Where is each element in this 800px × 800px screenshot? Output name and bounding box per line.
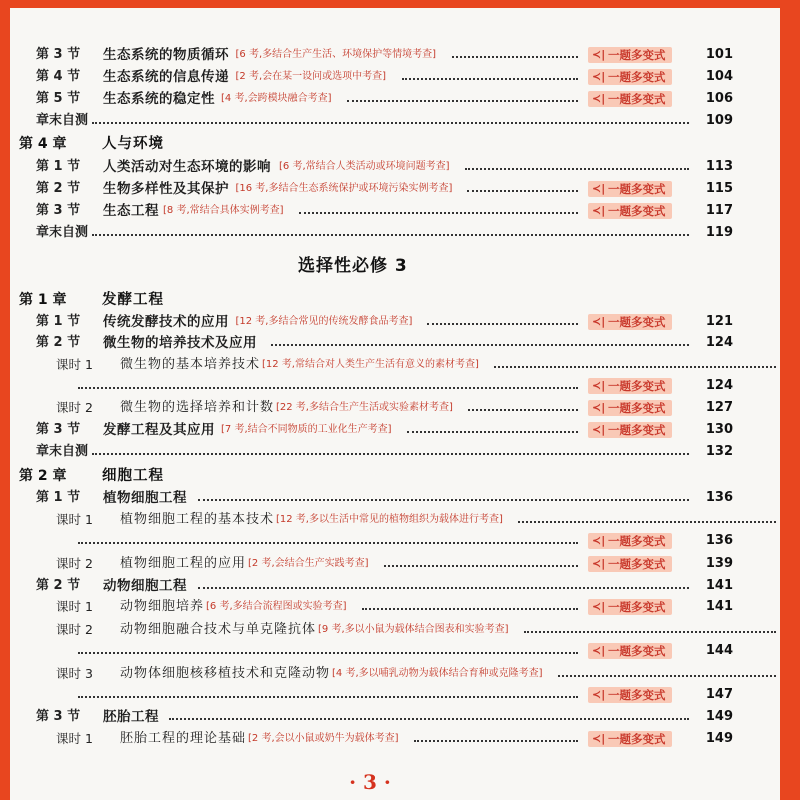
volume-heading [10, 255, 780, 277]
page-number: 141 [705, 578, 733, 593]
section-number: 第 3 节 [36, 422, 81, 437]
share-icon: ≺| [592, 644, 606, 657]
leader-dots [384, 565, 578, 567]
toc-entry[interactable] [10, 66, 780, 88]
toc-entry[interactable] [10, 397, 780, 419]
lesson-number: 课时 1 [56, 731, 93, 746]
share-icon: ≺| [592, 315, 606, 328]
exam-frequency-note: [12 考,常结合对人类生产生活有意义的素材考查] [262, 359, 479, 370]
toc-continuation-row[interactable] [10, 684, 780, 706]
section-title: 发酵工程及其应用 [103, 422, 215, 438]
variant-practice-badge[interactable]: ≺| 一题多变式 [588, 91, 672, 107]
toc-continuation-row[interactable] [10, 530, 780, 552]
leader-dots [468, 409, 578, 411]
exam-frequency-note: [12 考,多以生活中常见的植物组织为载体进行考查] [276, 514, 503, 525]
share-icon: ≺| [592, 48, 606, 61]
section-number: 第 2 节 [36, 181, 81, 196]
page-number: 115 [705, 181, 733, 196]
exam-frequency-note: [6 考,多结合流程图或实验考查] [206, 601, 347, 612]
leader-dots [92, 453, 689, 455]
share-icon: ≺| [592, 557, 606, 570]
section-number: 第 1 节 [36, 314, 81, 329]
page-number: 109 [705, 113, 733, 128]
exam-frequency-note: [22 考,多结合生产生活或实验素材考查] [276, 402, 453, 413]
variant-practice-badge[interactable]: ≺| 一题多变式 [588, 643, 672, 659]
page-number: 141 [705, 599, 733, 614]
toc-entry[interactable] [10, 663, 780, 685]
lesson-number: 课时 1 [56, 512, 93, 527]
section-number: 章末自测 [36, 225, 89, 240]
leader-dots [198, 499, 689, 501]
variant-practice-badge[interactable]: ≺| 一题多变式 [588, 47, 672, 63]
section-number: 第 3 节 [36, 203, 81, 218]
exam-frequency-note: [9 考,多以小鼠为载体结合图表和实验考查] [318, 624, 509, 635]
section-number: 第 2 节 [36, 335, 81, 350]
page-number: 119 [705, 225, 733, 240]
section-title: 生态系统的物质循环 [103, 47, 229, 63]
exam-frequency-note: [2 考,会以小鼠或奶牛为载体考查] [248, 733, 399, 744]
toc-entry[interactable] [10, 88, 780, 110]
section-title: 微生物的培养技术及应用 [103, 335, 257, 351]
lesson-number: 课时 2 [56, 622, 93, 637]
toc-entry[interactable] [10, 110, 780, 132]
share-icon: ≺| [592, 379, 606, 392]
page-number: 130 [705, 422, 733, 437]
variant-practice-badge[interactable]: ≺| 一题多变式 [588, 69, 672, 85]
variant-practice-badge[interactable]: ≺| 一题多变式 [588, 687, 672, 703]
toc-entry[interactable] [10, 728, 780, 750]
lesson-number: 课时 2 [56, 400, 93, 415]
variant-practice-badge[interactable]: ≺| 一题多变式 [588, 599, 672, 615]
leader-dots [271, 344, 690, 346]
toc-entry[interactable] [10, 706, 780, 728]
share-icon: ≺| [592, 92, 606, 105]
page-number: 124 [705, 335, 733, 350]
leader-dots [407, 431, 578, 433]
toc-entry[interactable] [10, 596, 780, 618]
lesson-number: 课时 1 [56, 599, 93, 614]
lesson-number: 课时 2 [56, 556, 93, 571]
share-icon: ≺| [592, 182, 606, 195]
leader-dots [78, 542, 578, 544]
page-number: 101 [705, 47, 733, 62]
toc-entry[interactable] [10, 44, 780, 66]
toc-entry[interactable] [10, 156, 780, 178]
chapter-number: 第 1 章 [19, 292, 67, 308]
leader-dots [524, 631, 776, 633]
toc-entry[interactable] [10, 575, 780, 597]
exam-frequency-note: [16 考,多结合生态系统保护或环境污染实例考查] [235, 183, 453, 194]
page-number: 147 [705, 687, 733, 702]
toc-entry[interactable] [10, 200, 780, 222]
section-number: 章末自测 [36, 113, 89, 128]
leader-dots [465, 168, 689, 170]
share-icon: ≺| [592, 732, 606, 745]
section-title: 植物细胞工程 [103, 490, 187, 506]
page-number: 136 [705, 490, 733, 505]
section-number: 第 5 节 [36, 91, 81, 106]
chapter-number: 第 4 章 [19, 136, 67, 152]
section-number: 章末自测 [36, 444, 89, 459]
share-icon: ≺| [592, 204, 606, 217]
leader-dots [169, 718, 689, 720]
section-number: 第 4 节 [36, 69, 81, 84]
toc-entry[interactable] [10, 553, 780, 575]
leader-dots [427, 323, 578, 325]
exam-frequency-note: [2 考,会结合生产实践考查] [248, 558, 369, 569]
chapter-number: 第 2 章 [19, 468, 67, 484]
section-number: 第 3 节 [36, 709, 81, 724]
section-title: 生态系统的信息传递 [103, 69, 229, 85]
exam-frequency-note: [2 考,会在某一设问或选项中考查] [235, 71, 387, 82]
page-number: 144 [705, 643, 733, 658]
variant-practice-badge[interactable]: ≺| 一题多变式 [588, 556, 672, 572]
leader-dots [78, 696, 578, 698]
toc-entry[interactable] [10, 311, 780, 333]
toc-entry[interactable] [10, 419, 780, 441]
leader-dots [452, 56, 579, 58]
section-title: 生态系统的稳定性 [103, 91, 215, 107]
page-number: 117 [705, 203, 733, 218]
variant-practice-badge[interactable]: ≺| 一题多变式 [588, 314, 672, 330]
exam-frequency-note: [4 考,多以哺乳动物为载体结合育种或克隆考查] [332, 668, 543, 679]
exam-frequency-note: [7 考,结合不同物质的工业化生产考查] [221, 424, 392, 435]
page-number: 121 [705, 314, 733, 329]
page-number: 106 [705, 91, 733, 106]
leader-dots [92, 122, 689, 124]
lesson-title: 动物细胞融合技术与单克隆抗体 [120, 622, 317, 637]
toc-entry[interactable] [10, 332, 780, 354]
toc-entry[interactable] [10, 441, 780, 463]
lesson-title: 胚胎工程的理论基础 [120, 731, 247, 746]
page-number: 132 [705, 444, 733, 459]
leader-dots [518, 521, 776, 523]
page-number: 149 [705, 731, 733, 746]
page-number: 124 [705, 378, 733, 393]
variant-practice-badge[interactable]: ≺| 一题多变式 [588, 378, 672, 394]
share-icon: ≺| [592, 423, 606, 436]
toc-continuation-row[interactable] [10, 640, 780, 662]
volume-title: 选择性必修 3 [298, 256, 408, 276]
page-number: 139 [705, 556, 733, 571]
lesson-title: 动物体细胞核移植技术和克隆动物 [120, 666, 331, 681]
variant-practice-badge[interactable]: ≺| 一题多变式 [588, 181, 672, 197]
section-title: 生态工程 [103, 203, 159, 219]
leader-dots [362, 608, 578, 610]
section-title: 生物多样性及其保护 [103, 181, 229, 197]
chapter-title: 细胞工程 [102, 468, 164, 484]
page-number: 104 [705, 69, 733, 84]
page-number: 149 [705, 709, 733, 724]
leader-dots [78, 387, 578, 389]
page-number: 113 [705, 159, 733, 174]
section-number: 第 3 节 [36, 47, 81, 62]
section-title: 传统发酵技术的应用 [103, 314, 229, 330]
toc-paper [10, 8, 780, 800]
section-title: 动物细胞工程 [103, 578, 187, 594]
lesson-title: 植物细胞工程的基本技术 [120, 512, 275, 527]
lesson-number: 课时 3 [56, 666, 93, 681]
toc-entry[interactable] [10, 619, 780, 641]
leader-dots [347, 100, 578, 102]
page-number: · 3 · [349, 770, 391, 794]
section-number: 第 1 节 [36, 490, 81, 505]
lesson-title: 微生物的基本培养技术 [120, 357, 261, 372]
page-number: 136 [705, 533, 733, 548]
chapter-title: 人与环境 [102, 136, 164, 152]
share-icon: ≺| [592, 688, 606, 701]
toc-entry[interactable] [10, 509, 780, 531]
leader-dots [92, 234, 689, 236]
chapter-heading [10, 133, 780, 155]
leader-dots [299, 212, 578, 214]
leader-dots [467, 190, 578, 192]
toc-entry[interactable] [10, 222, 780, 244]
leader-dots [494, 366, 776, 368]
chapter-heading [10, 465, 780, 487]
section-title: 胚胎工程 [103, 709, 159, 725]
lesson-title: 微生物的选择培养和计数 [120, 400, 275, 415]
variant-practice-badge[interactable]: ≺| 一题多变式 [588, 731, 672, 747]
exam-frequency-note: [4 考,会跨模块融合考查] [221, 93, 332, 104]
toc-entry[interactable] [10, 178, 780, 200]
variant-practice-badge[interactable]: ≺| 一题多变式 [588, 203, 672, 219]
section-number: 第 2 节 [36, 578, 81, 593]
leader-dots [198, 587, 689, 589]
chapter-heading [10, 289, 780, 311]
section-number: 第 1 节 [36, 159, 81, 174]
variant-practice-badge[interactable]: ≺| 一题多变式 [588, 400, 672, 416]
exam-frequency-note: [6 考,多结合生产生活、环境保护等情境考查] [235, 49, 437, 60]
variant-practice-badge[interactable]: ≺| 一题多变式 [588, 422, 672, 438]
leader-dots [78, 652, 578, 654]
lesson-number: 课时 1 [56, 357, 93, 372]
lesson-title: 动物细胞培养 [120, 599, 205, 614]
lesson-title: 植物细胞工程的应用 [120, 556, 247, 571]
share-icon: ≺| [592, 401, 606, 414]
toc-continuation-row[interactable] [10, 375, 780, 397]
exam-frequency-note: [6 考,常结合人类活动或环境问题考查] [279, 161, 450, 172]
share-icon: ≺| [592, 534, 606, 547]
exam-frequency-note: [8 考,常结合具体实例考查] [163, 205, 284, 216]
page-number: 127 [705, 400, 733, 415]
leader-dots [558, 675, 776, 677]
share-icon: ≺| [592, 600, 606, 613]
share-icon: ≺| [592, 70, 606, 83]
toc-entry[interactable] [10, 487, 780, 509]
leader-dots [414, 740, 578, 742]
leader-dots [402, 78, 579, 80]
section-title: 人类活动对生态环境的影响 [103, 159, 271, 175]
variant-practice-badge[interactable]: ≺| 一题多变式 [588, 533, 672, 549]
toc-entry[interactable] [10, 354, 780, 376]
chapter-title: 发酵工程 [102, 292, 164, 308]
exam-frequency-note: [12 考,多结合常见的传统发酵食品考查] [235, 316, 413, 327]
